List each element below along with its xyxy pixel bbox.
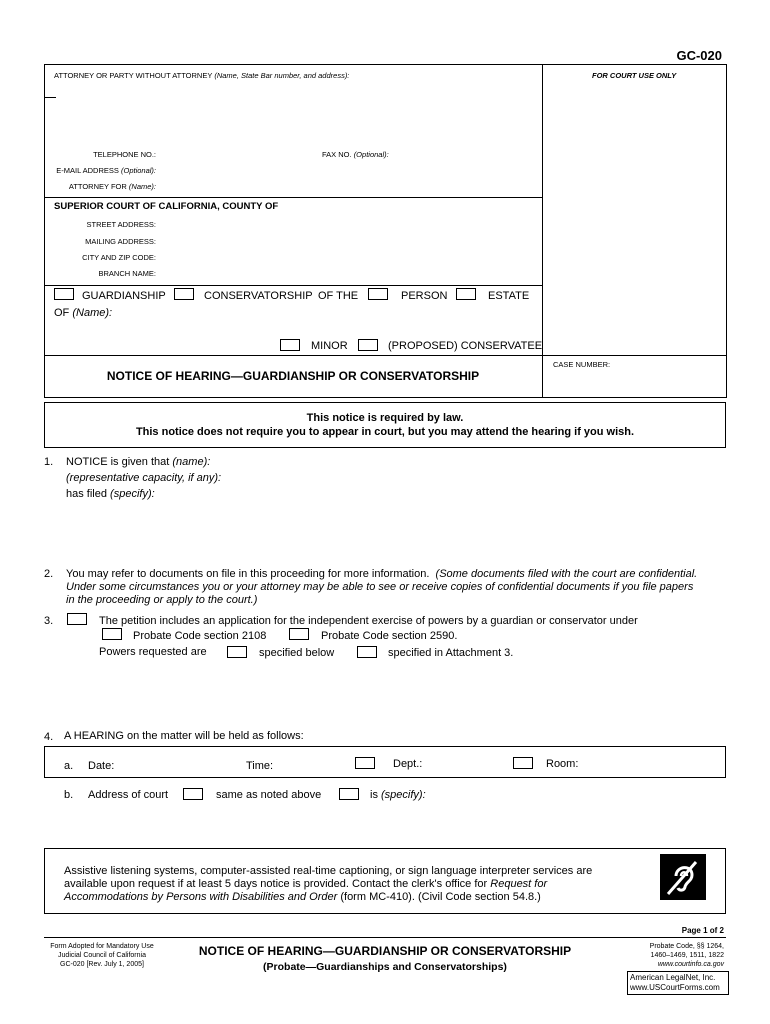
item1-name-label: NOTICE is given that (name): xyxy=(66,456,211,468)
probate-2108-label: Probate Code section 2108 xyxy=(133,630,267,642)
attachment-3-checkbox[interactable] xyxy=(357,646,377,658)
footer-divider xyxy=(44,937,726,938)
form-adoption-note xyxy=(40,942,164,969)
assistive-line-1: Assistive listening systems, computer-assisted real-time captioning, or sign language interpreter services are xyxy=(64,865,593,877)
court-title: SUPERIOR COURT OF CALIFORNIA, COUNTY OF xyxy=(54,201,279,212)
footer-title: NOTICE OF HEARING—GUARDIANSHIP OR CONSERVATORSHIP xyxy=(198,944,572,958)
item1-capacity-label: (representative capacity, if any): xyxy=(66,472,222,484)
item2-line-2: Under some circumstances you or your attorney may be able to see or receive copies of confidential documents if you file papers xyxy=(66,581,694,593)
item1-filed-label: has filed (specify): xyxy=(66,488,155,500)
minor-checkbox[interactable] xyxy=(280,339,300,351)
assistive-line-2: available upon request if at least 5 days notice is provided. Contact the clerk's office for Request for xyxy=(64,878,548,890)
minor-label: MINOR xyxy=(311,340,348,352)
caption-top-border xyxy=(44,64,726,65)
specify-address-checkbox[interactable] xyxy=(339,788,359,800)
same-address-label: same as noted above xyxy=(216,789,322,801)
conservatorship-checkbox[interactable] xyxy=(174,288,194,300)
same-address-checkbox[interactable] xyxy=(183,788,203,800)
caption-right-border xyxy=(726,64,727,398)
caption-bottom-border xyxy=(44,397,726,398)
room-checkbox[interactable] xyxy=(513,757,533,769)
city-label: CITY AND ZIP CODE: xyxy=(82,253,156,262)
court-use-divider xyxy=(542,64,543,398)
of-the-label: OF THE xyxy=(318,290,359,302)
item4a-label: a. xyxy=(64,760,74,772)
assistive-line-3: Accommodations by Persons with Disabilities and Order (form MC-410). (Civil Code section 54.8.) xyxy=(64,891,541,903)
notice-box xyxy=(44,402,726,448)
form-title: NOTICE OF HEARING—GUARDIANSHIP OR CONSERVATORSHIP xyxy=(106,369,480,383)
adopted-line-2: Judicial Council of California xyxy=(58,952,146,959)
estate-checkbox[interactable] xyxy=(456,288,476,300)
notice-line-1: This notice is required by law. xyxy=(306,412,464,424)
notice-line-2: This notice does not require you to appear in court, but you may attend the hearing if you wish. xyxy=(135,426,635,438)
guardianship-label: GUARDIANSHIP xyxy=(82,290,166,302)
page-number: Page 1 of 2 xyxy=(681,926,724,935)
court-use-label: FOR COURT USE ONLY xyxy=(592,71,677,80)
room-label: Room: xyxy=(546,758,579,770)
item4-text: A HEARING on the matter will be held as follows: xyxy=(64,730,304,742)
specified-below-label: specified below xyxy=(259,647,335,659)
mailing-label: MAILING ADDRESS: xyxy=(85,237,156,246)
attorney-for-label: ATTORNEY FOR (Name): xyxy=(68,182,156,191)
item2-number: 2. xyxy=(44,568,54,580)
of-name-label: OF (Name): xyxy=(54,307,113,319)
item2-line-3: in the proceeding or apply to the court.) xyxy=(66,594,258,606)
form-id: GC-020 xyxy=(676,48,722,63)
caption-left-border xyxy=(44,64,45,398)
case-number-label: CASE NUMBER: xyxy=(553,360,611,369)
email-label: E-MAIL ADDRESS (Optional): xyxy=(56,166,156,175)
powers-label: Powers requested are xyxy=(99,646,207,658)
publisher-box xyxy=(627,971,729,995)
address-label: Address of court xyxy=(88,789,169,801)
publisher-name: American LegalNet, Inc. xyxy=(630,973,716,982)
item3-checkbox[interactable] xyxy=(67,613,87,625)
probate-2590-checkbox[interactable] xyxy=(289,628,309,640)
hearing-details-box xyxy=(44,746,726,778)
code-line-2: 1460–1469, 1511, 1822 xyxy=(650,952,724,959)
dept-checkbox[interactable] xyxy=(355,757,375,769)
attachment-3-label: specified in Attachment 3. xyxy=(388,647,514,659)
fax-label: FAX NO. (Optional): xyxy=(322,150,389,159)
dept-label: Dept.: xyxy=(393,758,423,770)
probate-2590-label: Probate Code section 2590. xyxy=(321,630,458,642)
item1-number: 1. xyxy=(44,456,54,468)
publisher-website: www.USCourtForms.com xyxy=(630,983,720,992)
time-label: Time: xyxy=(246,760,274,772)
title-section-divider xyxy=(44,355,726,356)
branch-label: BRANCH NAME: xyxy=(98,269,156,278)
person-checkbox[interactable] xyxy=(368,288,388,300)
code-line-1: Probate Code, §§ 1264, xyxy=(649,943,724,950)
matter-section-divider xyxy=(44,285,542,286)
conservatee-label: (PROPOSED) CONSERVATEE xyxy=(388,340,543,352)
item3-text: The petition includes an application for the independent exercise of powers by a guardian or conservator under xyxy=(99,615,638,627)
date-label: Date: xyxy=(88,760,115,772)
attorney-field-label: ATTORNEY OR PARTY WITHOUT ATTORNEY (Name, State Bar number, and address): xyxy=(54,71,350,80)
street-label: STREET ADDRESS: xyxy=(86,220,156,229)
adopted-line-3: GC-020 [Rev. July 1, 2005] xyxy=(60,961,144,968)
footer-subtitle: (Probate—Guardianships and Conservatorships) xyxy=(263,961,507,973)
item4b-label: b. xyxy=(64,789,74,801)
estate-label: ESTATE xyxy=(488,290,530,302)
conservatee-checkbox[interactable] xyxy=(358,339,378,351)
person-label: PERSON xyxy=(401,290,448,302)
hearing-assistance-icon xyxy=(660,854,706,900)
court-section-divider xyxy=(44,197,542,198)
specify-address-label: is (specify): xyxy=(370,789,426,801)
court-website: www.courtinfo.ca.gov xyxy=(657,961,724,968)
guardianship-checkbox[interactable] xyxy=(54,288,74,300)
item2-line-1: You may refer to documents on file in this proceeding for more information. (Some documents filed with the court are confidential. xyxy=(66,568,698,580)
specified-below-checkbox[interactable] xyxy=(227,646,247,658)
code-references xyxy=(600,942,724,969)
conservatorship-label: CONSERVATORSHIP xyxy=(204,290,313,302)
probate-2108-checkbox[interactable] xyxy=(102,628,122,640)
telephone-label: TELEPHONE NO.: xyxy=(93,150,156,159)
item4-number: 4. xyxy=(44,731,54,743)
item3-number: 3. xyxy=(44,615,54,627)
adopted-line-1: Form Adopted for Mandatory Use xyxy=(50,943,154,950)
attorney-field-mark xyxy=(44,97,56,98)
